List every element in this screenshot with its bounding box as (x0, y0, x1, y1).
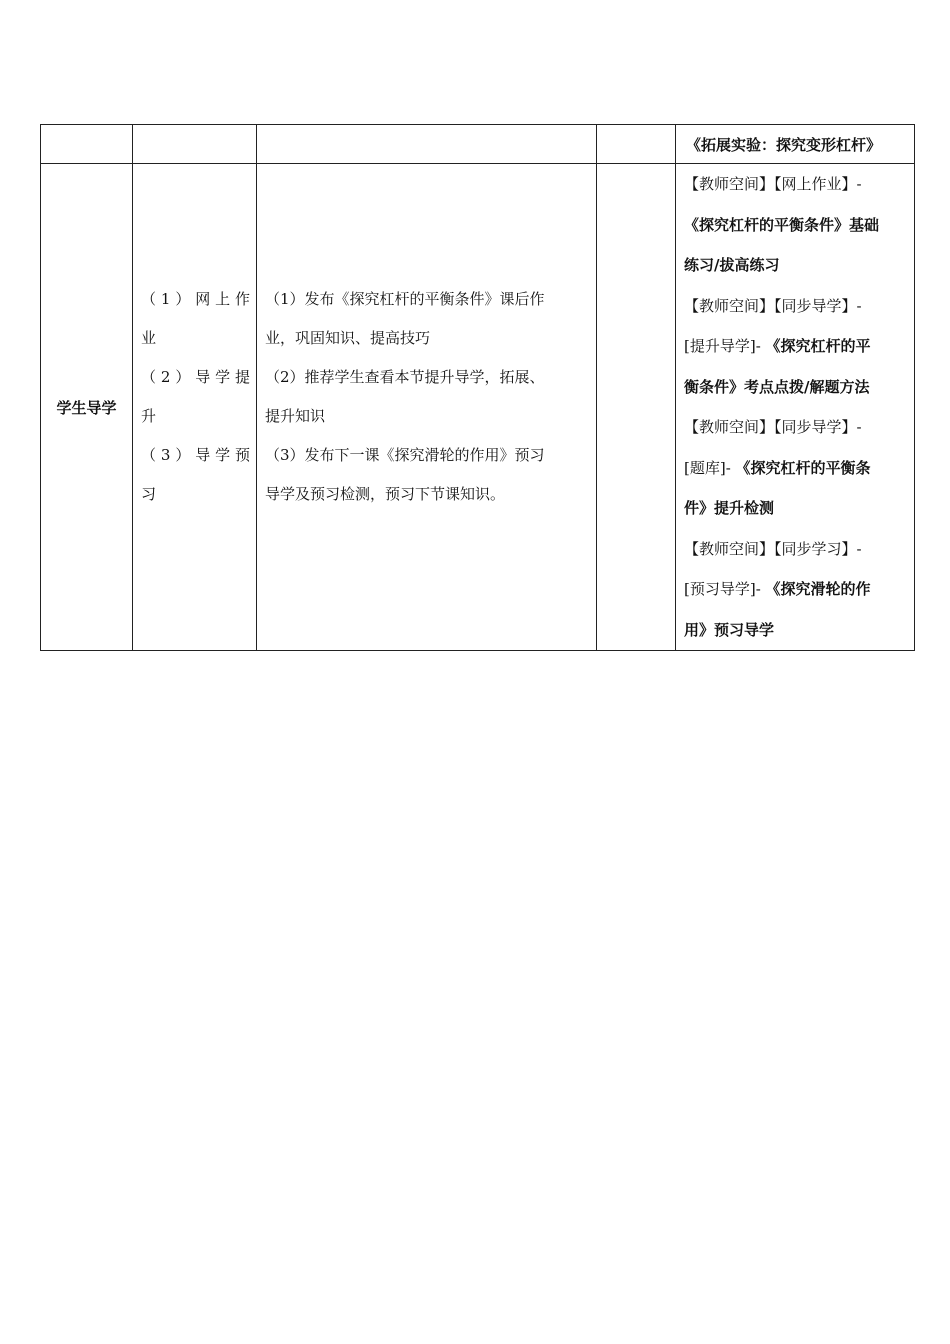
resource-title: 《探究杠杆的平衡条 (735, 458, 871, 477)
table-row (41, 164, 915, 651)
activity-line: （2）导学提 (141, 368, 250, 386)
resource-path: [提升导学]- (684, 337, 766, 355)
description-cell (257, 164, 597, 651)
resource-line: 【教师空间】【同步导学】- (684, 296, 862, 315)
description-line: 提升知识 (265, 407, 326, 425)
resource-line: 《探究杠杆的平衡条件》基础 (684, 215, 880, 234)
resource-line: 练习/拔高练习 (684, 256, 780, 274)
resource-line (684, 448, 908, 489)
empty-cell (41, 125, 133, 164)
resource-title: 《探究滑轮的作 (765, 580, 871, 598)
empty-cell (597, 125, 676, 164)
resource-line (684, 569, 908, 610)
resource-title: 《探究杠杆的平 (765, 337, 871, 355)
resource-path: [预习导学]- (684, 580, 766, 598)
resource-item (684, 286, 908, 408)
resource-item (684, 164, 908, 286)
activity-line: 升 (141, 407, 157, 425)
extension-experiment-title: 《拓展实验：探究变形杠杆》 (676, 125, 915, 164)
resource-line: 用》预习导学 (684, 620, 775, 639)
empty-cell (597, 164, 676, 651)
activity-line: （1）网上作 (141, 290, 250, 308)
activity-line: 习 (141, 485, 157, 503)
table-row (41, 125, 915, 164)
resource-path: [题库]- (684, 458, 736, 477)
resource-line: 件》提升检测 (684, 499, 775, 517)
resource-line: 【教师空间】【网上作业】- (684, 175, 862, 193)
resource-line (684, 326, 908, 367)
resource-item (684, 407, 908, 529)
description-line: （1）发布《探究杠杆的平衡条件》课后作 (265, 290, 545, 308)
resource-line: 【教师空间】【同步导学】- (684, 418, 862, 436)
empty-cell (257, 125, 597, 164)
resource-item (684, 529, 908, 651)
description-line: 导学及预习检测，预习下节课知识。 (265, 485, 506, 503)
activity-line: （3）导学预 (141, 446, 250, 464)
description-line: （3）发布下一课《探究滑轮的作用》预习 (265, 446, 545, 464)
description-line: （2）推荐学生查看本节提升导学，拓展、 (265, 368, 545, 386)
empty-cell (133, 125, 257, 164)
section-label: 学生导学 (41, 164, 133, 651)
activity-line: 业 (141, 329, 157, 347)
resource-line: 【教师空间】【同步学习】- (684, 539, 862, 558)
description-line: 业，巩固知识、提高技巧 (265, 329, 431, 347)
lesson-plan-table (40, 124, 915, 651)
resource-line: 衡条件》考点点拨/解题方法 (684, 377, 870, 396)
resources-cell (676, 164, 915, 651)
activities-cell (133, 164, 257, 651)
